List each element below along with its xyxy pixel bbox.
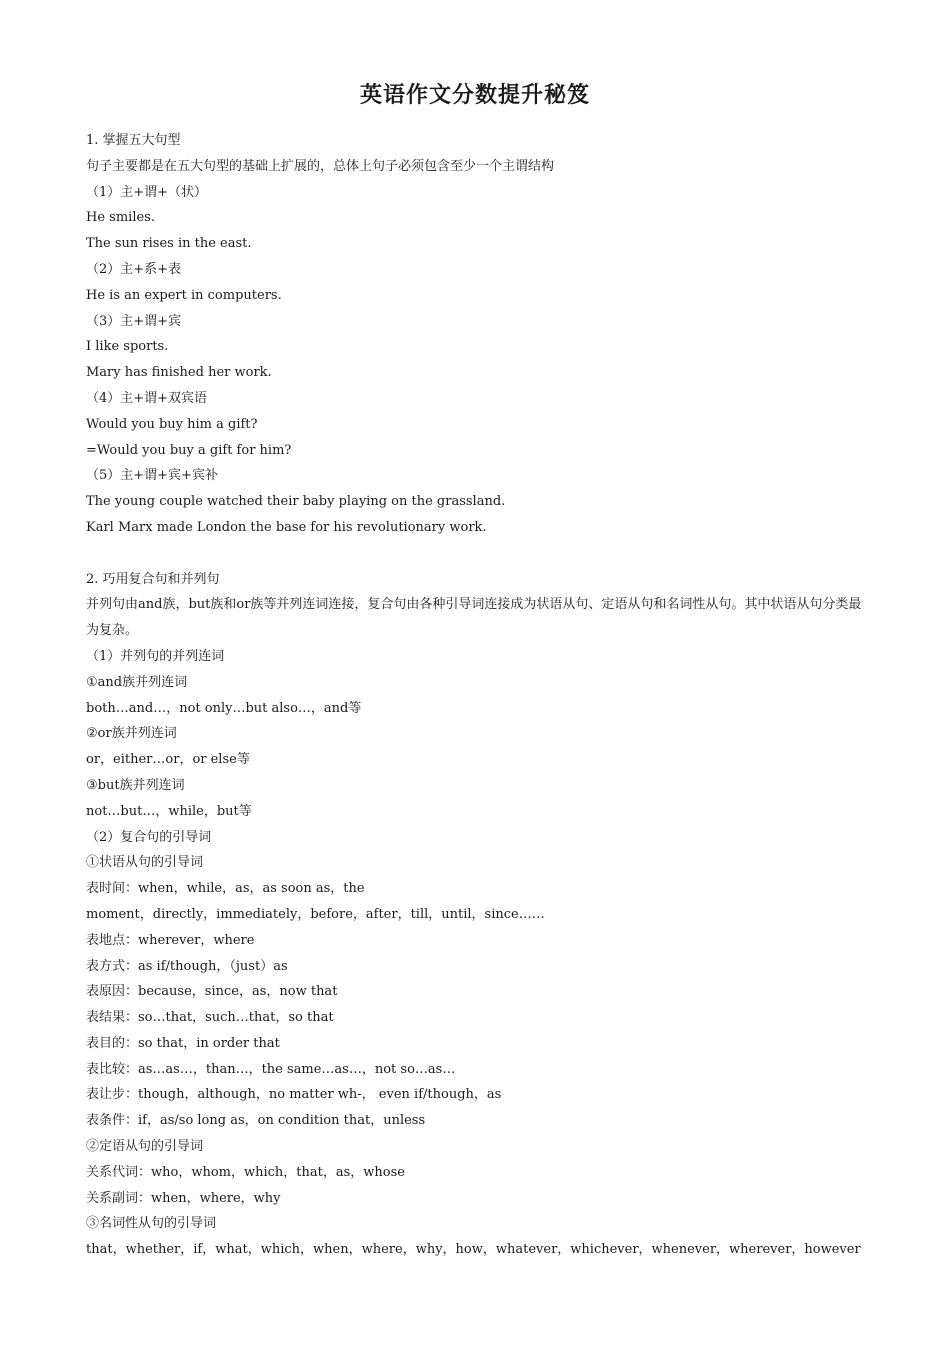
section2-heading: 2. 巧用复合句和并列句 (86, 571, 220, 587)
pattern3-example: I like sports. (86, 339, 169, 355)
subordinating-heading: （2）复合句的引导词 (86, 829, 212, 845)
adverbial-result: 表结果：so…that，such…that，so that (86, 1010, 334, 1026)
pattern1-example: He smiles. (86, 210, 155, 226)
pattern2-example: He is an expert in computers. (86, 287, 282, 303)
adverbial-time: 表时间：when，while，as，as soon as，the (86, 881, 365, 897)
pattern5-example: The young couple watched their baby playing on the grassland. (86, 494, 506, 510)
pattern3-example: Mary has finished her work. (86, 365, 272, 381)
but-group-words: not…but…，while，but等 (86, 803, 252, 819)
section1-heading: 1. 掌握五大句型 (86, 133, 181, 148)
but-group-heading: ③but族并列连词 (86, 777, 185, 793)
adverbial-manner: 表方式：as if/though，（just）as (86, 958, 288, 974)
pattern2-heading: （2）主+系+表 (86, 261, 182, 277)
or-group-words: or，either…or，or else等 (86, 752, 250, 768)
coordinating-heading: （1）并列句的并列连词 (86, 648, 225, 664)
adverbial-comparison: 表比较：as…as…，than…，the same…as…，not so…as… (86, 1061, 456, 1077)
pattern1-heading: （1）主+谓+（状） (86, 184, 208, 200)
pattern4-example: =Would you buy a gift for him? (86, 442, 292, 458)
or-group-heading: ②or族并列连词 (86, 726, 177, 742)
pattern5-example: Karl Marx made London the base for his revolutionary work. (86, 519, 487, 535)
adverbial-purpose: 表目的：so that，in order that (86, 1035, 280, 1051)
adverbial-place: 表地点：wherever，where (86, 932, 255, 948)
pattern4-heading: （4）主+谓+双宾语 (86, 390, 208, 406)
relative-adverbs: 关系副词：when，where，why (86, 1190, 281, 1206)
attributive-clause-heading: ②定语从句的引导词 (86, 1139, 204, 1155)
section1-intro: 句子主要都是在五大句型的基础上扩展的，总体上句子必须包含至少一个主谓结构 (86, 158, 555, 174)
section2-intro: 并列句由and族，but族和or族等并列连词连接，复合句由各种引导词连接成为状语从句、定语从句和名词性从句。其中状语从句分类最为复杂。 (86, 597, 862, 639)
document-body (86, 128, 866, 1263)
adverbial-clause-heading: ①状语从句的引导词 (86, 855, 204, 871)
and-group-heading: ①and族并列连词 (86, 674, 188, 690)
adverbial-concession: 表让步：though，although，no matter wh-， even if/though，as (86, 1087, 502, 1103)
noun-clause-heading: ③名词性从句的引导词 (86, 1216, 217, 1232)
pattern4-example: Would you buy him a gift? (86, 416, 258, 432)
adverbial-time-continued: moment，directly，immediately，before，after，till，until，since…… (86, 906, 545, 922)
page-title: 英语作文分数提升秘笈 (359, 83, 590, 108)
pattern1-example: The sun rises in the east. (86, 236, 252, 252)
pattern3-heading: （3）主+谓+宾 (86, 313, 182, 329)
noun-clause-words: that，whether，if，what，which，when，where，why，how，whatever，whichever，whenever，wherever，however (86, 1242, 861, 1258)
adverbial-reason: 表原因：because，since，as，now that (86, 984, 338, 1000)
section-spacer (86, 541, 866, 567)
adverbial-condition: 表条件：if，as/so long as，on condition that，unless (86, 1113, 426, 1129)
relative-pronouns: 关系代词：who，whom，which，that，as，whose (86, 1164, 405, 1180)
and-group-words: both…and…，not only…but also…，and等 (86, 700, 362, 716)
pattern5-heading: （5）主+谓+宾+宾补 (86, 468, 218, 484)
